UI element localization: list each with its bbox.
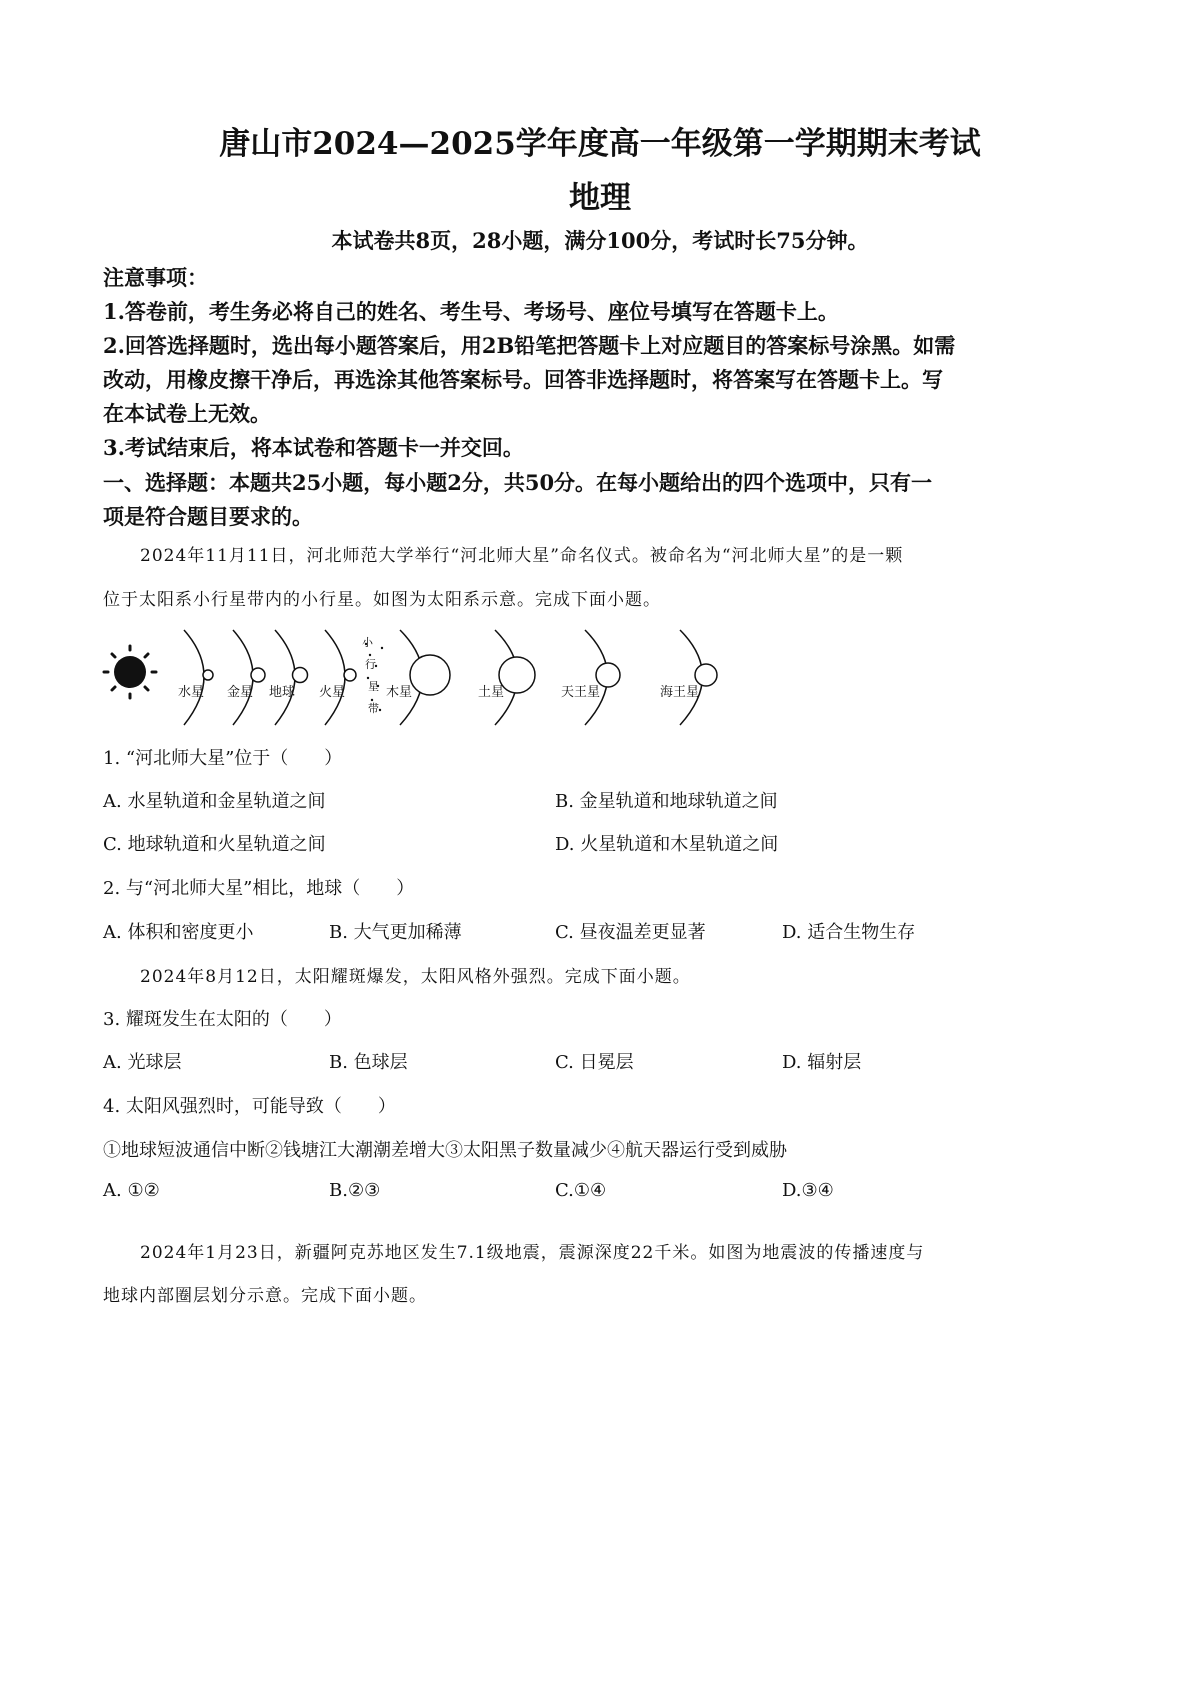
orbit-venus xyxy=(233,630,253,725)
planet-mercury xyxy=(203,670,213,680)
section-heading-line1: 一、选择题：本题共25小题，每小题2分，共50分。在每小题给出的四个选项中，只有一 xyxy=(103,470,933,495)
passage1-line2: 位于太阳系小行星带内的小行星。如图为太阳系示意。完成下面小题。 xyxy=(103,590,661,610)
label-uranus: 天王星 xyxy=(561,684,601,699)
planet-earth xyxy=(293,668,308,683)
q4-option-d: D.③④ xyxy=(782,1180,834,1201)
note-item-2-line3: 在本试卷上无效。 xyxy=(103,401,271,426)
planet-venus xyxy=(251,668,265,682)
label-earth: 地球 xyxy=(269,684,296,699)
q1-option-a: A. 水星轨道和金星轨道之间 xyxy=(103,791,326,812)
passage3-line1: 2024年1月23日，新疆阿克苏地区发生7.1级地震，震源深度22千米。如图为地震波的传播速度与 xyxy=(140,1243,925,1263)
solar-system-diagram xyxy=(100,620,740,730)
belt-label-4: 带 xyxy=(368,703,379,715)
q4-statements: ①地球短波通信中断②钱塘江大潮潮差增大③太阳黑子数量减少④航天器运行受到威胁 xyxy=(103,1140,787,1161)
q3-option-a: A. 光球层 xyxy=(103,1052,182,1073)
label-saturn: 土星 xyxy=(478,684,505,699)
notes-heading: 注意事项： xyxy=(103,265,208,290)
belt-label-2: 行 xyxy=(365,659,376,671)
q2-option-b: B. 大气更加稀薄 xyxy=(329,922,462,943)
asteroid-belt xyxy=(365,643,383,711)
label-mars: 火星 xyxy=(319,684,346,699)
q2-stem: 2. 与“河北师大星”相比，地球（ ） xyxy=(103,878,415,899)
planet-jupiter xyxy=(410,655,450,695)
exam-info: 本试卷共8页，28小题，满分100分，考试时长75分钟。 xyxy=(331,228,869,253)
sun-icon xyxy=(104,646,156,698)
note-item-2-line1: 2.回答选择题时，选出每小题答案后，用2B铅笔把答题卡上对应题目的答案标号涂黑。如需 xyxy=(103,333,956,358)
q4-stem: 4. 太阳风强烈时，可能导致（ ） xyxy=(103,1096,396,1117)
label-venus: 金星 xyxy=(227,684,254,699)
q2-option-d: D. 适合生物生存 xyxy=(782,922,916,943)
q1-option-c: C. 地球轨道和火星轨道之间 xyxy=(103,834,326,855)
q4-option-a: A. ①② xyxy=(103,1180,160,1201)
passage1-line1: 2024年11月11日，河北师范大学举行“河北师大星”命名仪式。被命名为“河北师大星”的是一颗 xyxy=(140,546,904,566)
subject-title: 地理 xyxy=(569,180,631,216)
planet-mars xyxy=(344,669,356,681)
exam-title: 唐山市2024—2025学年度高一年级第一学期期末考试 xyxy=(219,126,981,162)
q2-option-a: A. 体积和密度更小 xyxy=(103,922,254,943)
belt-label-1: 小 xyxy=(362,637,373,649)
q1-option-b: B. 金星轨道和地球轨道之间 xyxy=(555,791,778,812)
label-jupiter: 木星 xyxy=(386,684,413,699)
label-mercury: 水星 xyxy=(178,684,205,699)
q1-option-d: D. 火星轨道和木星轨道之间 xyxy=(555,834,779,855)
q2-option-c: C. 昼夜温差更显著 xyxy=(555,922,706,943)
label-neptune: 海王星 xyxy=(660,684,700,699)
q4-option-b: B.②③ xyxy=(329,1180,381,1201)
section-heading-line2: 项是符合题目要求的。 xyxy=(103,504,313,529)
q1-stem: 1. “河北师大星”位于（ ） xyxy=(103,748,343,769)
q3-option-c: C. 日冕层 xyxy=(555,1052,634,1073)
note-item-2-line2: 改动，用橡皮擦干净后，再选涂其他答案标号。回答非选择题时，将答案写在答题卡上。写 xyxy=(103,367,943,392)
passage3-line2: 地球内部圈层划分示意。完成下面小题。 xyxy=(103,1286,427,1306)
planet-neptune xyxy=(695,664,717,686)
passage2-line1: 2024年8月12日，太阳耀斑爆发，太阳风格外强烈。完成下面小题。 xyxy=(140,967,691,987)
note-item-3: 3.考试结束后，将本试卷和答题卡一并交回。 xyxy=(103,435,524,460)
q3-stem: 3. 耀斑发生在太阳的（ ） xyxy=(103,1009,342,1030)
note-item-1: 1.答卷前，考生务必将自己的姓名、考生号、考场号、座位号填写在答题卡上。 xyxy=(103,299,839,324)
q3-option-d: D. 辐射层 xyxy=(782,1052,862,1073)
belt-label-3: 星 xyxy=(368,681,379,693)
q4-option-c: C.①④ xyxy=(555,1180,607,1201)
orbit-mercury xyxy=(184,630,204,725)
planet-saturn xyxy=(499,657,535,693)
orbit-earth xyxy=(275,630,295,725)
orbit-mars xyxy=(325,630,345,725)
q3-option-b: B. 色球层 xyxy=(329,1052,408,1073)
